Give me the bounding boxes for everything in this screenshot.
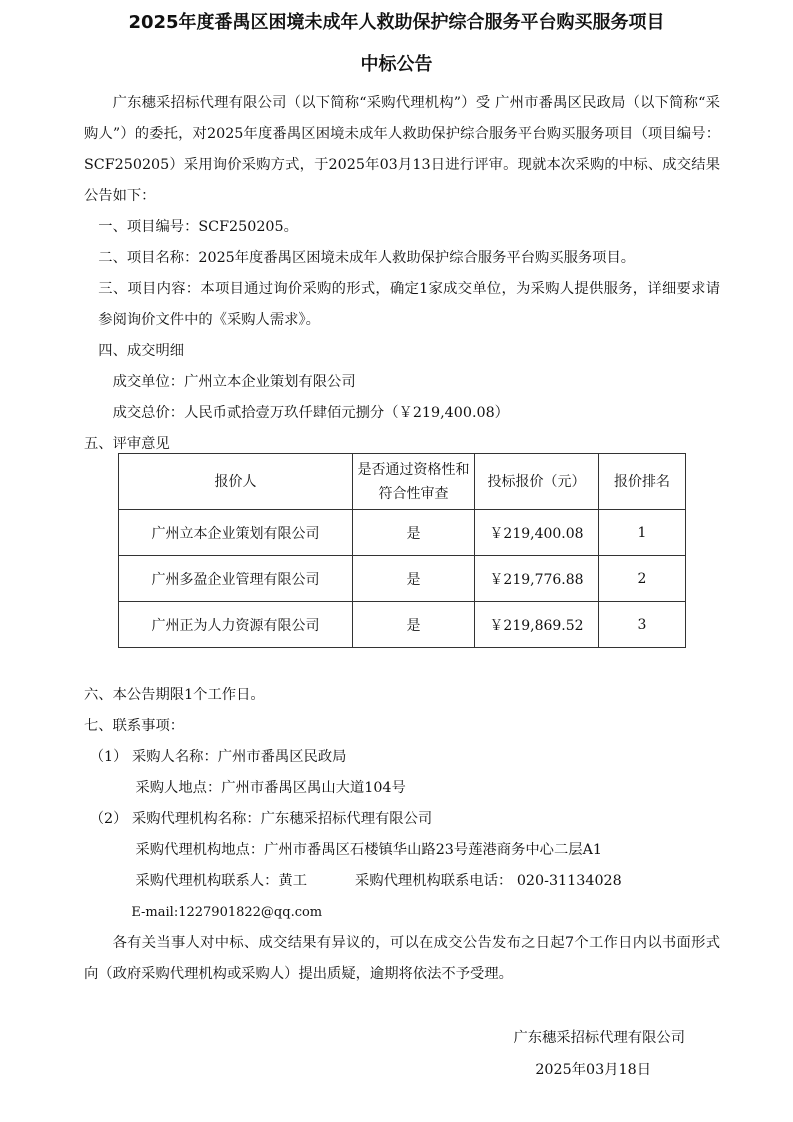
cell-rank: 2	[599, 556, 686, 602]
cell-rank: 3	[599, 602, 686, 648]
contact2-email[interactable]: E-mail:1227901822@qq.com	[131, 905, 323, 920]
cell-rank: 1	[599, 510, 686, 556]
cell-qualification: 是	[353, 602, 475, 648]
contact1-label: （1）	[89, 749, 128, 765]
contact1-name: 采购人名称：广州市番禺区民政局	[131, 749, 347, 765]
intro-paragraph: 广东穗采招标代理有限公司（以下简称“采购代理机构”）受 广州市番禺区民政局（以下简称“采购人”）的委托，对2025年度番禺区困境未成年人救助保护综合服务平台购买服务项目（项目编号：SCF250205）采用询价采购方式，于2025年03月13日进行评审。现就本次采购的中标、成交结果公告如下：	[84, 95, 720, 204]
contact2-phone: 采购代理机构联系电话： 020-31134028	[355, 873, 622, 889]
table-row	[119, 510, 686, 556]
cell-qualification: 是	[353, 556, 475, 602]
table-row	[119, 556, 686, 602]
contact2-label: （2）	[89, 811, 128, 827]
item-project-number: 一、项目编号：SCF250205。	[98, 219, 298, 235]
cell-bid-price: ￥219,400.08	[475, 510, 599, 556]
item-deal-details: 四、成交明细	[98, 343, 185, 359]
announcement-body	[84, 88, 720, 460]
header-bidder: 报价人	[119, 454, 353, 510]
contact-purchaser	[84, 742, 720, 804]
total-price: 成交总价：人民币贰拾壹万玖仟肆佰元捌分（￥219,400.08）	[112, 405, 509, 421]
page-subtitle: 中标公告	[360, 54, 433, 75]
cell-bid-price: ￥219,869.52	[475, 602, 599, 648]
winner-unit: 成交单位：广州立本企业策划有限公司	[112, 374, 356, 390]
announcement-body-lower	[84, 680, 720, 990]
table-row	[119, 602, 686, 648]
signature-organization: 广东穗采招标代理有限公司	[513, 1030, 685, 1046]
contact1-address: 采购人地点：广州市番禺区禺山大道104号	[135, 780, 406, 796]
signature-date: 2025年03月18日	[535, 1062, 651, 1078]
item-evaluation-heading: 五、评审意见	[84, 436, 170, 452]
header-bid-price: 投标报价（元）	[475, 454, 599, 510]
cell-bid-price: ￥219,776.88	[475, 556, 599, 602]
signature-block	[513, 1022, 685, 1086]
contact-agency	[84, 804, 720, 928]
item-contacts-heading: 七、联系事项：	[84, 718, 185, 734]
header-qualification: 是否通过资格性和符合性审查	[353, 454, 475, 510]
header-rank: 报价排名	[599, 454, 686, 510]
item-project-content: 三、项目内容：本项目通过询价采购的形式，确定1家成交单位，为采购人提供服务，详细要求请参阅询价文件中的《采购人需求》。	[98, 281, 720, 328]
cell-bidder: 广州正为人力资源有限公司	[119, 602, 353, 648]
table-header-row	[119, 454, 686, 510]
cell-bidder: 广州多盈企业管理有限公司	[119, 556, 353, 602]
contact2-name: 采购代理机构名称：广东穗采招标代理有限公司	[131, 811, 433, 827]
item-announcement-period: 六、本公告期限1个工作日。	[84, 687, 265, 703]
cell-qualification: 是	[353, 510, 475, 556]
cell-bidder: 广州立本企业策划有限公司	[119, 510, 353, 556]
contact2-address: 采购代理机构地点：广州市番禺区石楼镇华山路23号莲港商务中心二层A1	[135, 842, 602, 858]
closing-paragraph: 各有关当事人对中标、成交结果有异议的，可以在成交公告发布之日起7个工作日内以书面形式向（政府采购代理机构或采购人）提出质疑，逾期将依法不予受理。	[84, 935, 720, 982]
item-project-name: 二、项目名称：2025年度番禺区困境未成年人救助保护综合服务平台购买服务项目。	[98, 250, 636, 266]
evaluation-table	[118, 453, 686, 648]
contact2-person: 采购代理机构联系人：黄工	[135, 873, 308, 889]
page-title: 2025年度番禺区困境未成年人救助保护综合服务平台购买服务项目	[128, 12, 665, 33]
